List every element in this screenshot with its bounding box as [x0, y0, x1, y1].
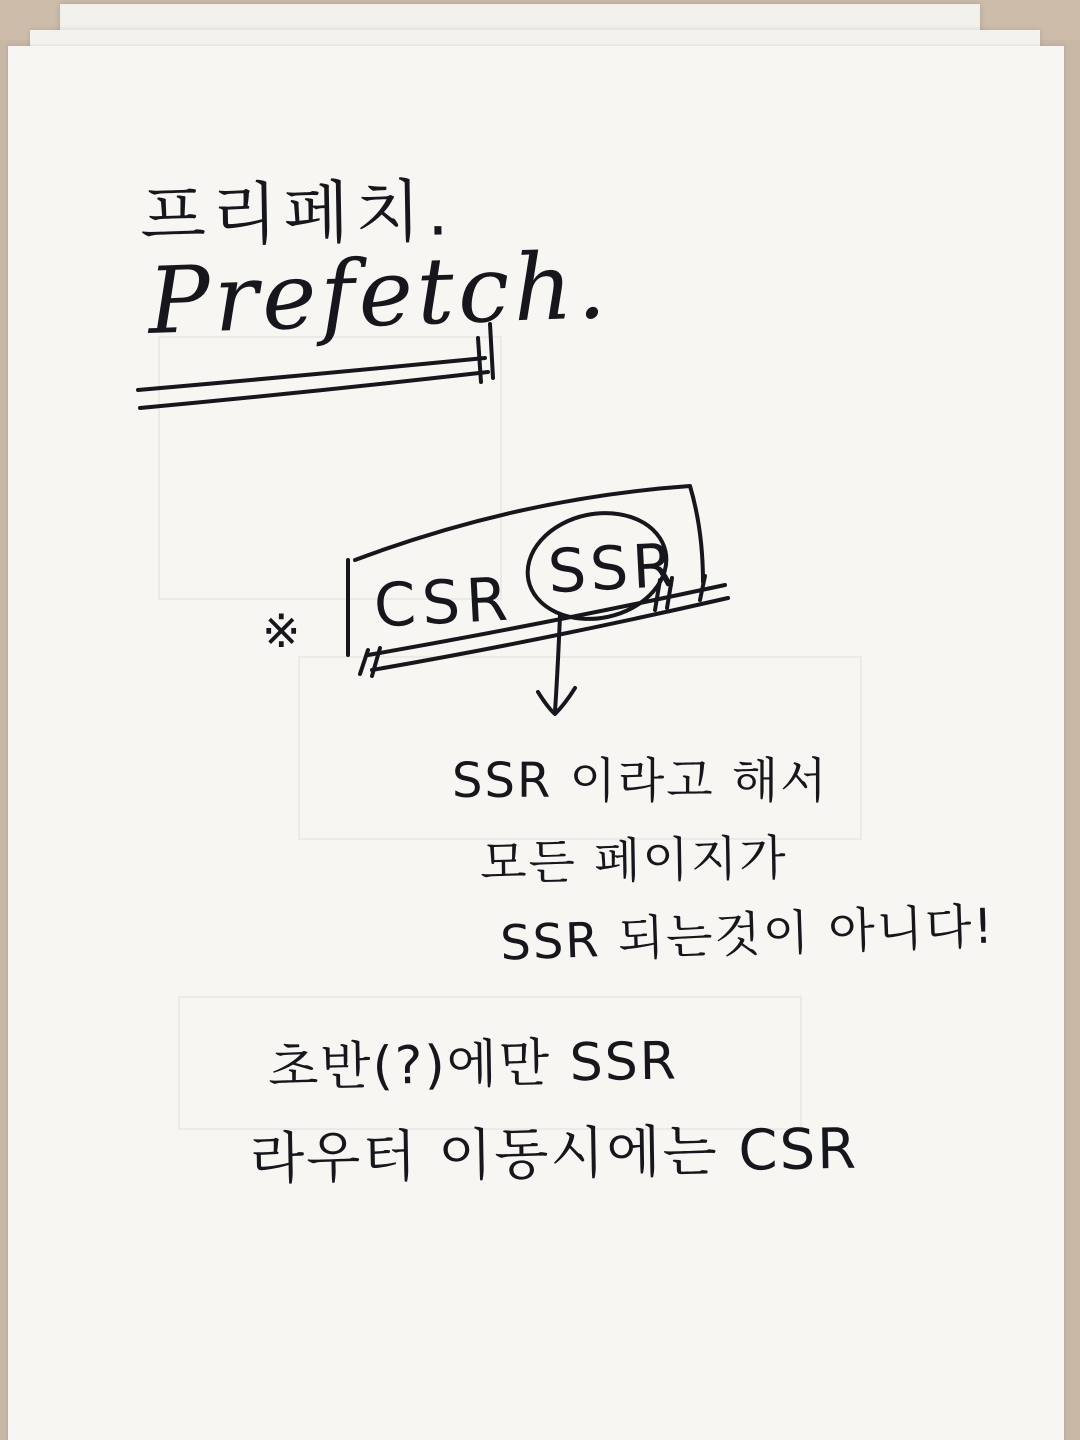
title-english: Prefetch. [146, 231, 612, 356]
summary-line-1: 초반(?)에만 SSR [267, 1031, 679, 1099]
summary-line-2: 라우터 이동시에는 CSR [249, 1116, 859, 1193]
title-korean: 프리페치. [139, 172, 456, 257]
bleed-through-box [158, 336, 502, 600]
csr-label: CSR [372, 564, 516, 642]
annotation-line-3: SSR 되는것이 아니다! [499, 898, 996, 972]
annotation-line-1: SSR 이라고 해서 [452, 753, 829, 809]
reference-marker: ※ [262, 604, 303, 658]
annotation-line-2: 모든 페이지가 [479, 830, 789, 892]
ssr-label: SSR [546, 530, 680, 608]
